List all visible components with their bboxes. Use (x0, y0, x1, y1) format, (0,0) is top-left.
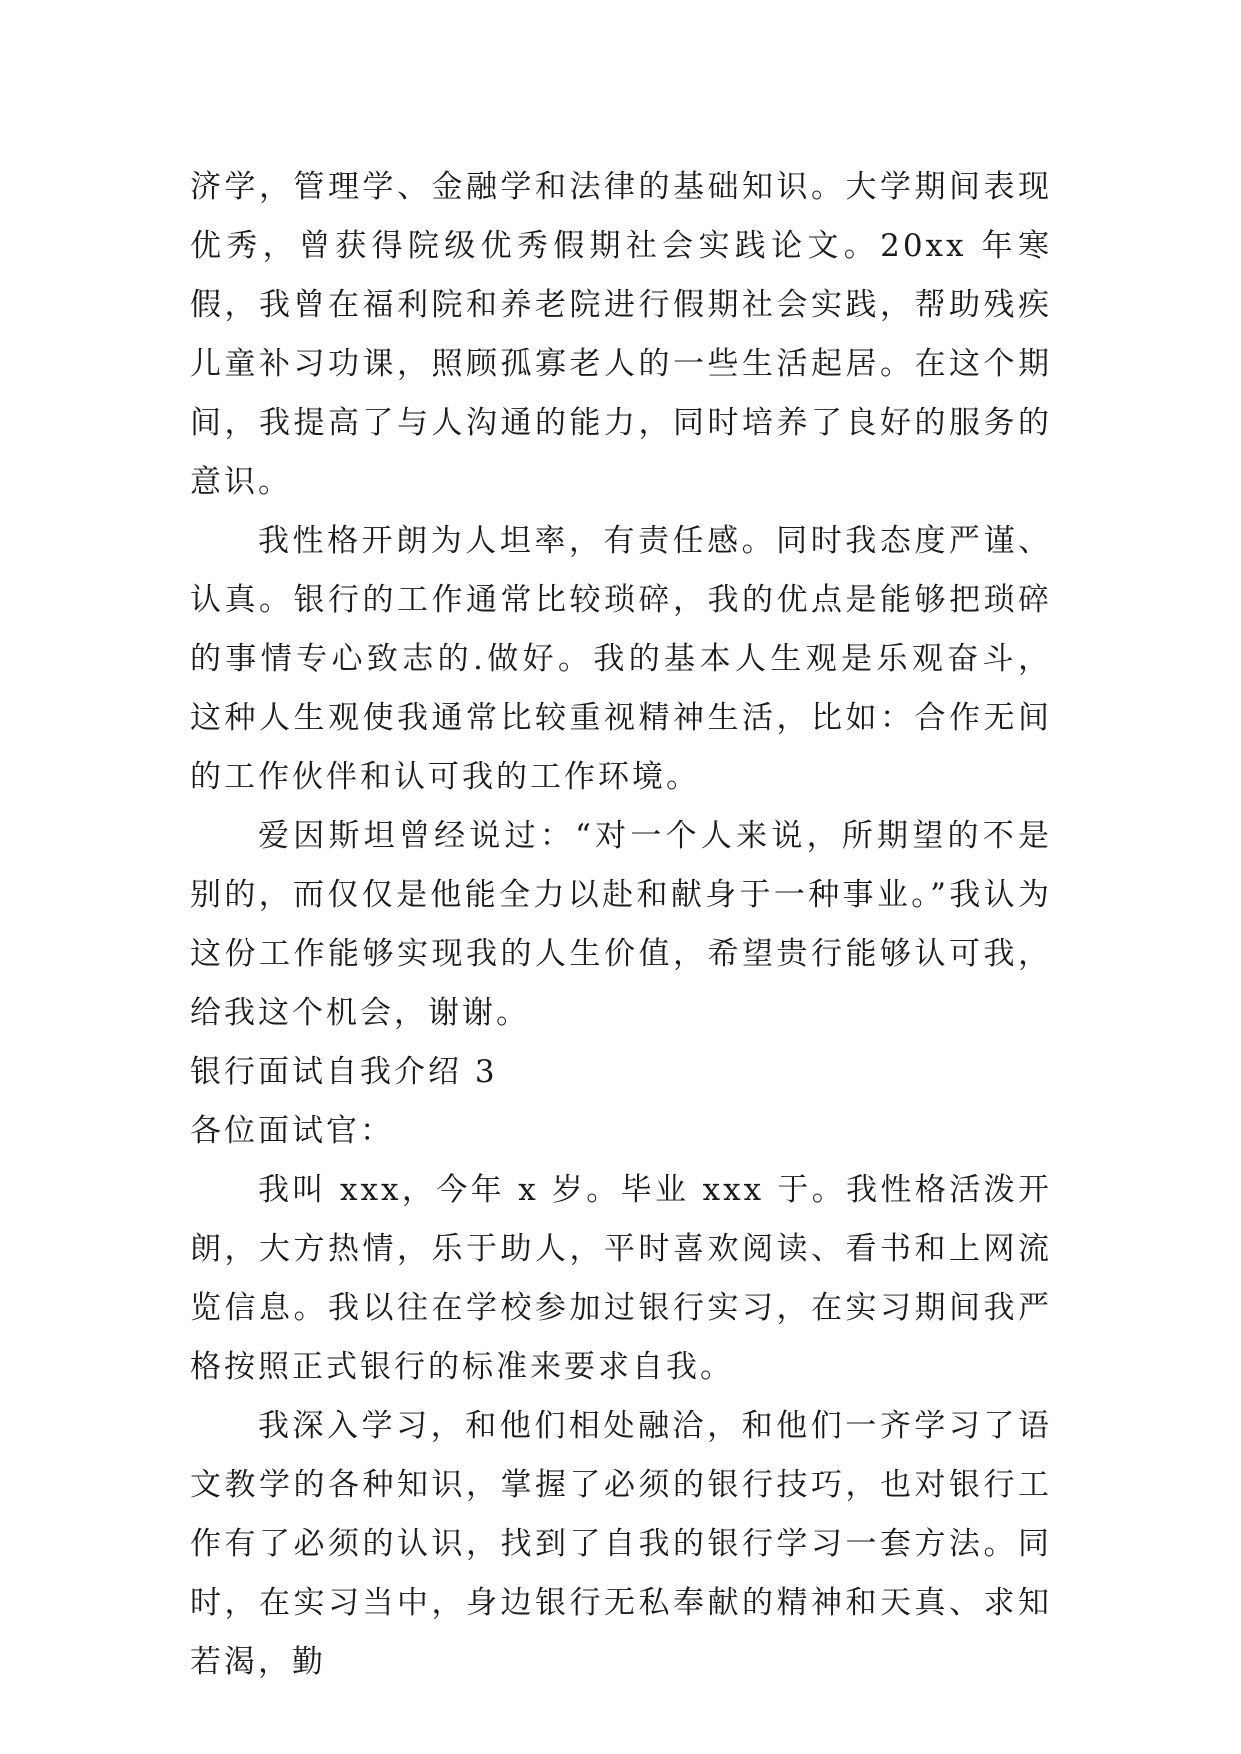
paragraph-introduction: 我叫 xxx，今年 x 岁。毕业 xxx 于。我性格活泼开朗，大方热情，乐于助人，平时喜欢阅读、看书和上网流览信息。我以往在学校参加过银行实习，在实习期间我严格按照正式银行的标准来要求自我。 (190, 1172, 1052, 1385)
paragraph-education: 济学，管理学、金融学和法律的基础知识。大学期间表现优秀，曾获得院级优秀假期社会实践论文。20xx 年寒假，我曾在福利院和养老院进行假期社会实践，帮助残疾儿童补习功课，照顾孤寡老人的一些生活起居。在这个期间，我提高了与人沟通的能力，同时培养了良好的服务的意识。 (190, 169, 1052, 500)
salutation: 各位面试官： (190, 1113, 394, 1149)
paragraph-internship: 我深入学习，和他们相处融洽，和他们一齐学习了语文教学的各种知识，掌握了必须的银行技巧，也对银行工作有了必须的认识，找到了自我的银行学习一套方法。同时，在实习当中，身边银行无私奉献的精神和天真、求知若渴，勤 (190, 1408, 1052, 1680)
document-body (190, 158, 1052, 1692)
paragraph-einstein-quote: 爱因斯坦曾经说过：“对一个人来说，所期望的不是别的，而仅仅是他能全力以赴和献身于一种事业。”我认为这份工作能够实现我的人生价值，希望贵行能够认可我，给我这个机会，谢谢。 (190, 818, 1052, 1031)
paragraph-personality: 我性格开朗为人坦率，有责任感。同时我态度严谨、认真。银行的工作通常比较琐碎，我的优点是能够把琐碎的事情专心致志的.做好。我的基本人生观是乐观奋斗，这种人生观使我通常比较重视精神生活，比如：合作无间的工作伙伴和认可我的工作环境。 (190, 523, 1052, 795)
section-heading-3: 银行面试自我介绍 3 (190, 1054, 498, 1090)
